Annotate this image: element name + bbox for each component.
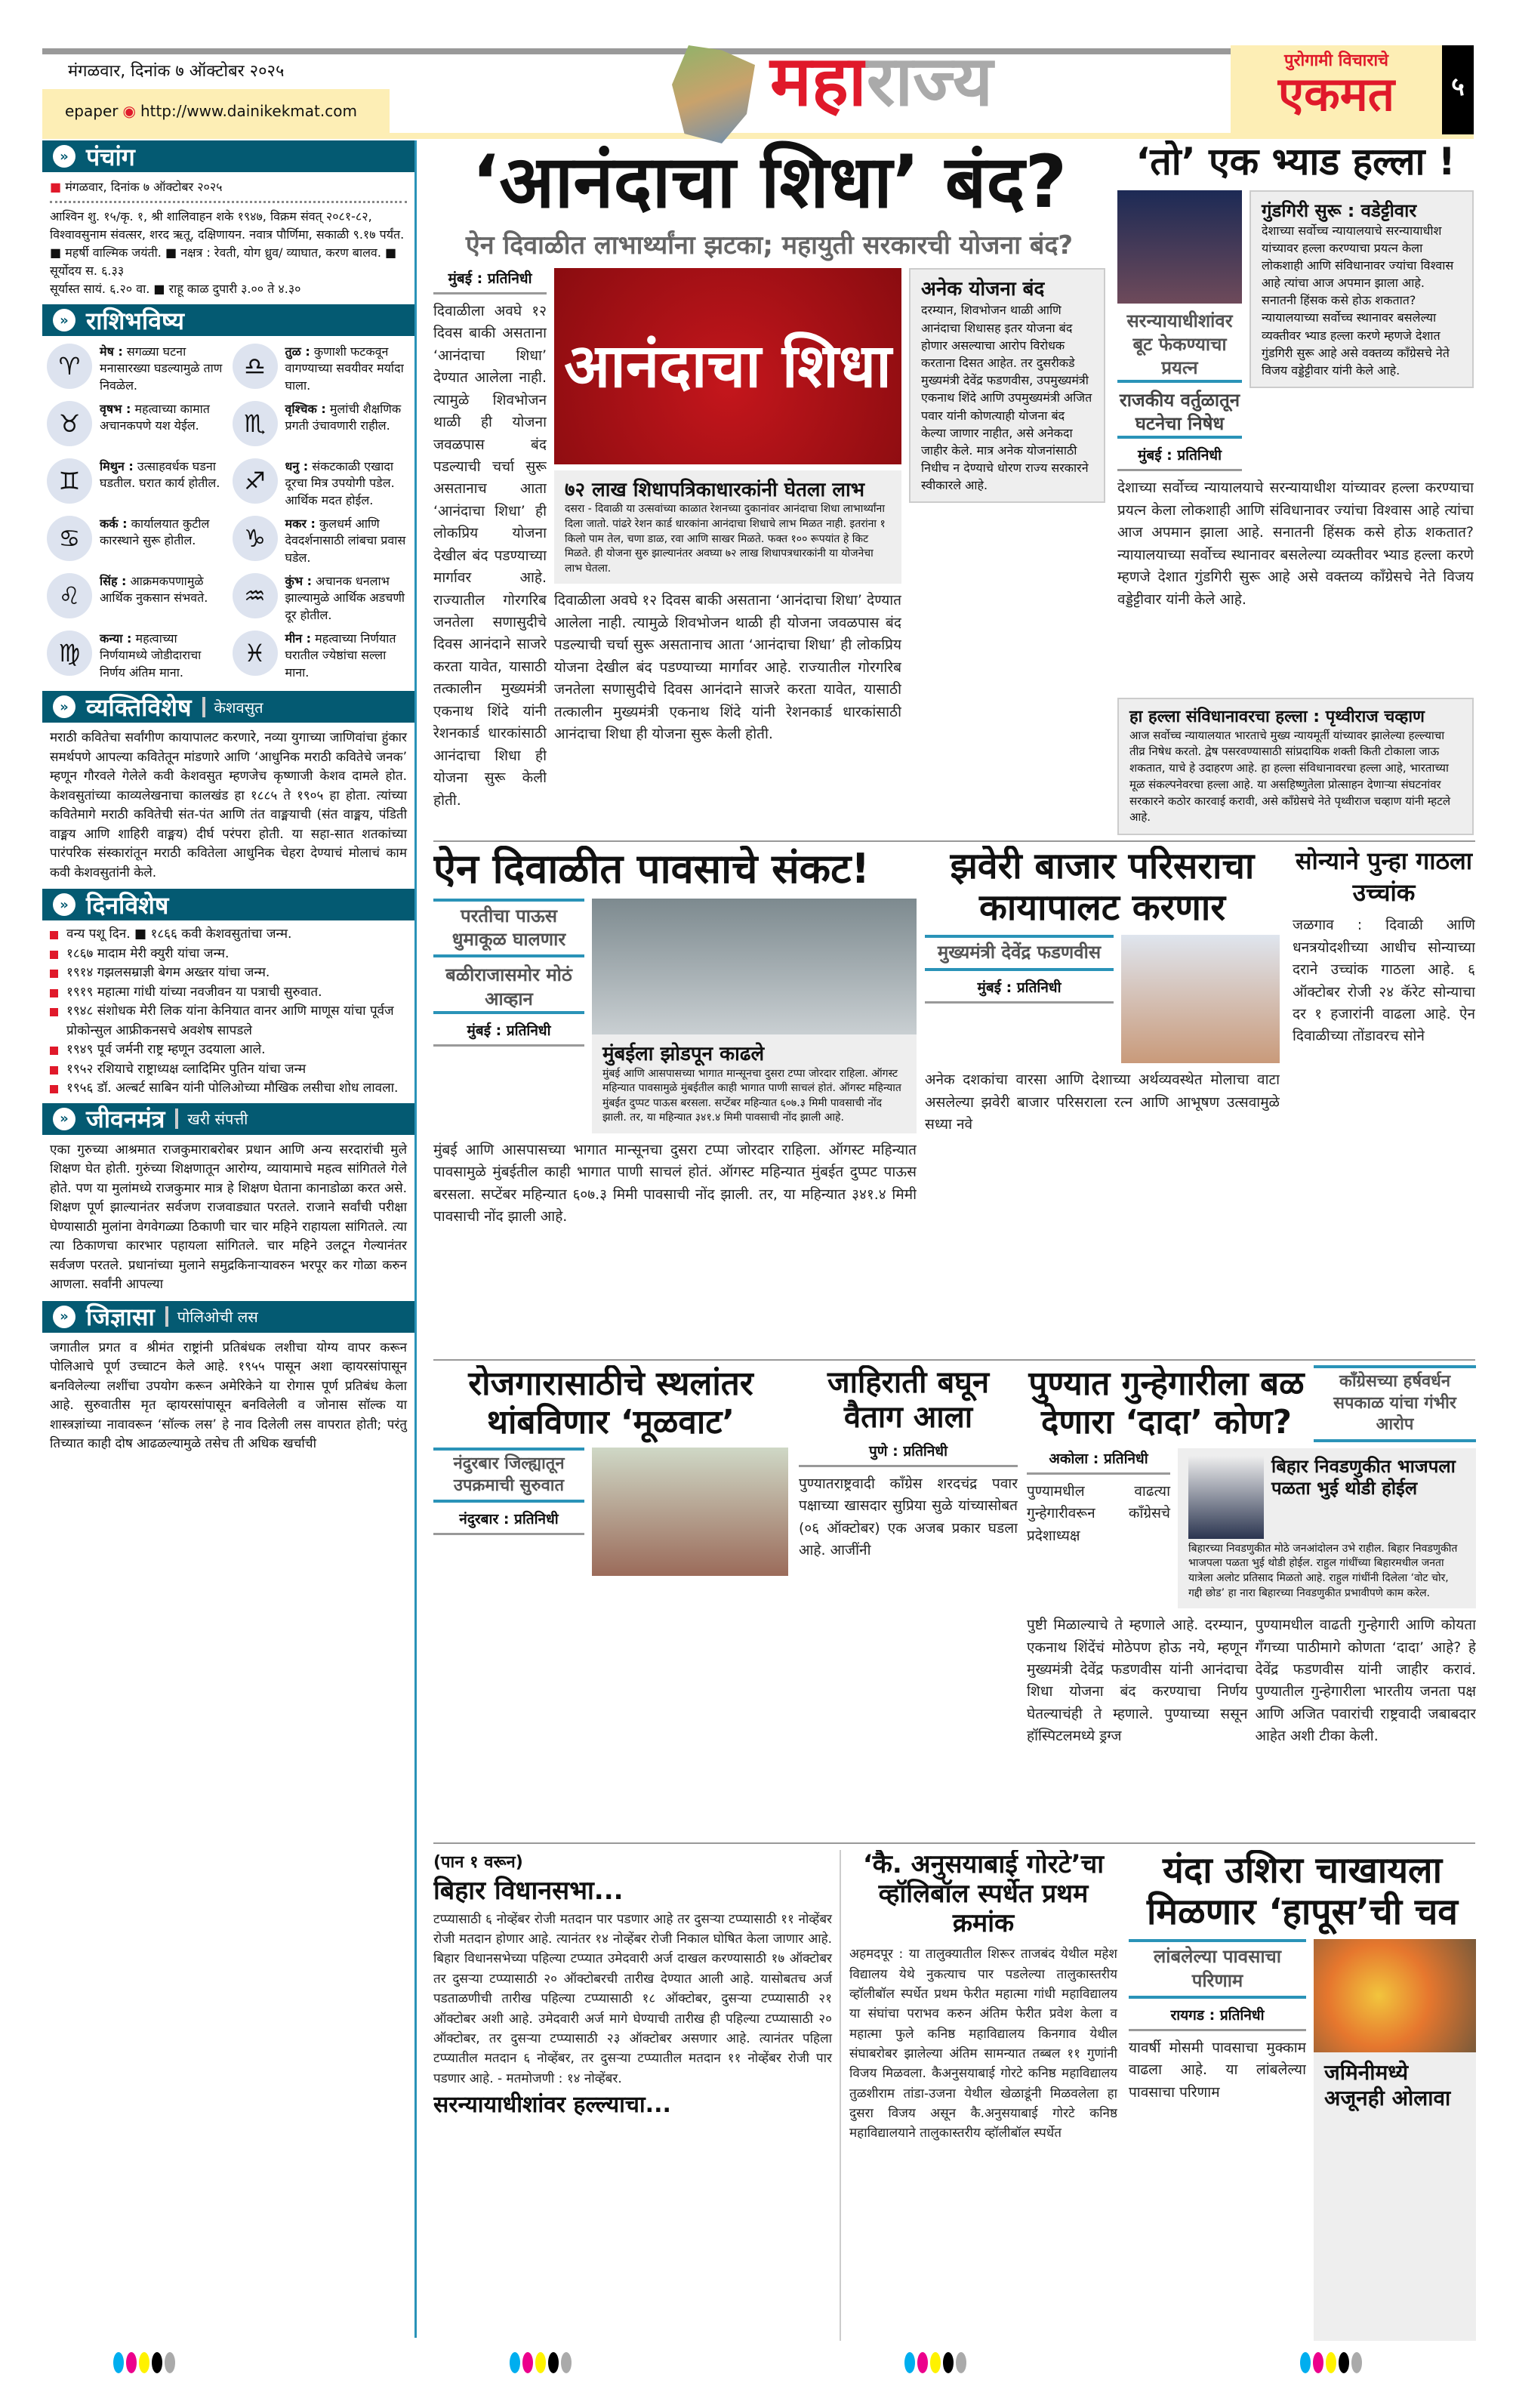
rashi-text: कुलधर्म आणि देवदर्शनासाठी लांबचा प्रवास घडेल. xyxy=(285,516,406,565)
rashi-name: कर्क : xyxy=(100,516,128,531)
attack-story xyxy=(1117,140,1474,835)
rain-caption-box xyxy=(592,1034,917,1133)
rashi-text: उत्साहवर्धक घडना घडतील. घरात कार्य होतील. xyxy=(100,459,220,491)
section-title: जिज्ञासा xyxy=(86,1303,155,1331)
jeevan-text: एका गुरुच्या आश्रमात राजकुमाराबरोबर प्रधान आणि अन्य सरदारांची मुले शिक्षण घेत होती. गुरुंच्या शिक्षणातून आरोग्य, व्यायामाचे महत्व सांगितले गेले होते. पण या मुलांमध्ये राजकुमार मात्र हे शिक्षण घेताना कानाडोळा करत असे. शिक्षण पूर्ण झाल्यानंतर सर्वजण राजवाड्यात परतले. राजाने सर्वांची परीक्षा घेण्यासाठी मुलांना वेगवेगळ्या ठिकाणी चार चार महिने राहायला सांगितले. त्या त्या ठिकाणचा कारभार पहायला सांगितले. चार महिने उलटून गेल्यानंतर सर्वजण परतले. प्रधानांच्या मुलाने समुद्रकिनाऱ्यावरुन भरपूर कर गोळा करुन आणला. सर्वांनी आपल्या xyxy=(50,1142,407,1292)
chevron-down-icon: » xyxy=(53,1306,75,1328)
pune-sub: कॉंग्रेसच्या हर्षवर्धन सपकाळ यांचा गंभीर आरोप xyxy=(1314,1365,1476,1442)
pune-byline: अकोला : प्रतिनिधी xyxy=(1027,1448,1170,1475)
side-head: अनेक योजना बंद xyxy=(921,277,1045,301)
color-registration-marks xyxy=(1300,2352,1364,2376)
dinvishesh-item: १९१९ महात्मा गांधी यांच्या नवजीवन या पत्राची सुरुवात. xyxy=(47,983,410,1003)
row-divider xyxy=(433,840,1475,842)
continued-label: (पान १ वरून) xyxy=(433,1853,523,1872)
masthead-date: मंगळवार, दिनांक ७ ऑक्टोबर २०२५ xyxy=(68,62,285,81)
chevron-down-icon: » xyxy=(53,309,75,331)
rain-row xyxy=(433,899,917,1133)
panchang-header xyxy=(42,140,414,172)
panchang-date: ■ मंगळवार, दिनांक ७ ऑक्टोबर २०२५ xyxy=(50,178,407,203)
caption-text: दसरा - दिवाळी या उत्सवांच्या काळात रेशनच्या दुकानांवर आनंदाचा शिधा लाभार्थ्यांना दिला जातो. पांढरे रेशन कार्ड धारकांना आनंदाचा शिधाचे लाभ मिळत नाही. इतरांना १ किलो पाम तेल, चणा डाळ, रवा आणि साखर मिळते. फक्त १०० रूपयांत हे किट मिळते. ही योजना सुरु झाल्यानंतर अवघ्या ७२ लाख शिधापत्रधारकांनी या योजनेचा लाभ घेतला. xyxy=(565,503,886,575)
section-subtitle: केशवसुत xyxy=(202,697,263,717)
migration-sub: नंदुरबार जिल्ह्यातून उपक्रमाची सुरुवात xyxy=(433,1448,584,1503)
bihar-head: बिहार निवडणुकीत भाजपला पळता भुई थोडी होईल xyxy=(1271,1455,1456,1499)
rain-sub2: बळीराजासमोर मोठं आव्हान xyxy=(433,964,584,1013)
javeri-byline: मुंबई : प्रतिनिधी xyxy=(925,977,1114,1004)
page-number: ५ xyxy=(1442,45,1474,134)
rashi-name: मेष : xyxy=(100,344,123,359)
rashi-text: संकटकाळी एखादा दूरचा मित्र उपयोगी पडेल. आर्थिक मदत होईल. xyxy=(285,459,395,507)
migration-byline: नंदुरबार : प्रतिनिधी xyxy=(433,1509,584,1535)
caption-head: ७२ लाख शिधापत्रिकाधारकांनी घेतला लाभ xyxy=(565,478,864,501)
mango-story xyxy=(1129,1850,1476,2341)
bihar-text: बिहारच्या निवडणुकीत मोठे जनआंदोलन उभे राहील. बिहार निवडणुकीत भाजपला पळता भुई थोडी होईल. राहुल गांधींच्या बिहारमधील जनता यात्रेला अलोट प्रतिसाद मिळतो आहे. राहुल गांधींनी दिलेला ‘वोट चोर, गद्दी छोड’ हा नारा बिहारच्या निवडणुकीत प्रभावीपणे काम करेल. xyxy=(1188,1542,1458,1599)
epaper-band xyxy=(42,89,390,133)
color-registration-marks xyxy=(904,2352,969,2376)
rain-body-text: मुंबई आणि आसपासच्या भागात मान्सूनचा दुसरा टप्पा जोरदार राहिला. ऑगस्ट महिन्यात पावसामुळे मुंबईतील काही भागात पाणी साचलं होतं. ऑगस्ट महिन्यात मुंबईत दुप्पट पाऊस बरसला. सप्टेंबर महिन्यात ६०७.३ मिमी पावसाची नोंद झाली. तर, या महिन्यात ३४१.४ मिमी पावसाची नोंद झाली आहे. xyxy=(433,1141,917,1226)
virgo-icon: ♍ xyxy=(47,631,92,676)
continued-head: बिहार विधानसभा... xyxy=(433,1876,624,1906)
rashi-name: मकर : xyxy=(285,516,316,531)
rashi-item xyxy=(47,458,225,511)
javeri-story xyxy=(925,846,1280,1353)
color-registration-marks xyxy=(113,2352,177,2376)
migration-row xyxy=(433,1448,788,1576)
dinvishesh-item: १९४८ संशोधक मेरी लिक यांना केनियात वानर आणि माणूस यांचा पूर्वज प्रोकोन्सुल आफ्रीकनसचे अवशेष सापडले xyxy=(47,1002,410,1041)
mango-left-col xyxy=(1129,1939,1306,2341)
pune-body-3: पुण्यामधील वाढती गुन्हेगारी आणि कोयता गॅंगच्या पाठीमागे कोणता ‘दादा’ आहे? हे देवेंद्र फडणवीस यांनी जाहीर करावं. पुण्यातील गुन्हेगारीला भारतीय जनता पक्ष आणि अजित पवारांची राष्ट्रवादी जबाबदार आहेत अशी टीका केली. xyxy=(1255,1617,1476,1745)
attack-left-col xyxy=(1117,190,1242,472)
scorpio-icon: ♏ xyxy=(233,401,278,446)
dinvishesh-item: १९१४ गझलसम्राज्ञी बेगम अख्तर यांचा जन्म. xyxy=(47,964,410,983)
javeri-row xyxy=(925,935,1280,1063)
capricorn-icon: ♑ xyxy=(233,516,278,561)
paper-tagline: पुरोगामी विचाराचे xyxy=(1283,51,1389,70)
dinvishesh-item: १८६७ मादाम मेरी क्युरी यांचा जन्म. xyxy=(47,945,410,964)
chavan-box xyxy=(1117,698,1474,835)
section-logo xyxy=(770,41,994,122)
rashi-name: मिथुन : xyxy=(100,459,134,473)
caption-text: मुंबई आणि आसपासच्या भागात मान्सूनचा दुसरा टप्पा जोरदार राहिला. ऑगस्ट महिन्यात पावसामुळे मुंबईतील काही भागात पाणी साचलं होतं. ऑगस्ट महिन्यात मुंबईत दुप्पट पाऊस बरसला. सप्टेंबर महिन्यात ६०७.३ मिमी पावसाची नोंद झाली. तर, या महिन्यात ३४१.४ मिमी पावसाची नोंद झाली आहे. xyxy=(602,1067,901,1124)
aquarius-icon: ♒ xyxy=(233,573,278,618)
panchang-body xyxy=(42,172,414,304)
migration-headline: रोजगारासाठीचे स्थलांतर थांबविणार ‘मूळवाट’ xyxy=(468,1365,753,1441)
vyakti-text: मराठी कवितेचा सर्वांगीण कायापालट करणारे, नव्या युगाच्या जाणिवांचा हुंकार समर्थपणे आपल्या कवितेतून मांडणारे आणि ‘आधुनिक मराठी कवितेचे जनक’ म्हणून गौरवले गेलेले कवी केशवसुत म्हणजेच कृष्णाजी केशव दामले होत. केशवसुतांच्या काव्यलेखनाचा कालखंड हा १८८५ ते १९०५ हा होता. त्यांच्या कवितेमागे मराठी कवितेची संत-पंत आणि तंत वाङ्मयाची (संत वाङ्मय, पंडिती वाङ्मय आणि शाहिरी वाङ्मय) दीर्घ परंपरा होती. या सहा-सात शतकांच्या पारंपरिक संस्कारांतून मराठी कवितेला आधुनिक चेहरा देण्याचं मोलाचं काम कवी केशवसुतांनी केले. xyxy=(50,730,407,880)
rashi-name: तुळ : xyxy=(285,344,310,359)
migration-left-col xyxy=(433,1448,584,1535)
color-registration-marks xyxy=(510,2352,574,2376)
rashi-item xyxy=(233,458,411,511)
section-title: राशिभविष्य xyxy=(86,306,184,335)
globe-icon: ◉ xyxy=(122,102,136,120)
rashi-grid xyxy=(42,336,414,691)
caption-head: मुंबईला झोडपून काढले xyxy=(602,1043,765,1066)
rain-left-col xyxy=(433,899,584,1047)
logo-red: महा xyxy=(770,41,867,122)
taurus-icon: ♉ xyxy=(47,401,92,446)
section-subtitle: खरी संपत्ती xyxy=(175,1108,248,1129)
mango-headline: यंदा उशिरा चाखायला मिळणार ‘हापूस’ची चव xyxy=(1147,1850,1458,1934)
dinvishesh-header xyxy=(42,889,414,920)
mango-body: यावर्षी मोसमी पावसाचा मुक्काम वाढला आहे. या लांबलेल्या पावसाचा परिणाम xyxy=(1129,2039,1306,2101)
cji-photo xyxy=(1117,190,1242,304)
rashi-name: धनु : xyxy=(285,459,309,473)
dinvishesh-item: वन्य पशू दिन. ■ १८६६ कवी केशवसुतांचा जन्म. xyxy=(47,925,410,945)
lead-right-col xyxy=(909,268,1105,835)
rashi-text: अचानक धनलाभ झाल्यामुळे आर्थिक अडचणी दूर होतील. xyxy=(285,574,405,622)
chevron-down-icon: » xyxy=(53,893,75,916)
gold-body: जळगाव : दिवाळी आणि धनत्रयोदशीच्या आधीच सोन्याच्या दराने उच्चांक गाठला आहे. ६ ऑक्टोबर रोजी २४ कॅरेट सोन्याचा दर १ हजारांनी वाढला आहे. ऐन दिवाळीच्या तोंडावरच सोने xyxy=(1293,917,1475,1045)
panchang-text: आश्विन शु. १५/कृ. १, श्री शालिवाहन शके १९४७, विक्रम संवत् २०८१-८२, विश्वावसुनाम संवत्सर, शरद ऋतू, दक्षिणायन. नवात्र पौर्णिमा, सकाळी ९.१७ पर्यंत. ■ महर्षी वाल्मिक जयंती. ■ नक्षत्र : रेवती, योग ध्रुव/ व्याघात, करण बालव. ■ सूर्योदय स. ६.३३ xyxy=(50,209,405,278)
pune-story xyxy=(1027,1365,1476,1837)
volleyball-text: अहमदपूर : या तालुक्यातील शिरूर ताजबंद येथील महेश विद्यालय येथे नुकत्याच पार पडलेल्या तालुकास्तरीय व्हॉलीबॉल स्पर्धेत प्रथम फेरीत महात्मा गांधी महाविद्यालय या संघांचा पराभव करुन अंतिम फेरीत प्रवेश केला व महात्मा फुले कनिष्ठ महाविद्यालय किनगाव येथील संघाबरोबर झालेल्या अंतिम सामन्यात तब्बल ११ गुणांनी विजय मिळवला. कैअनुसयाबाई गोरटे कनिष्ठ महाविद्यालय तुळशीराम तांडा-उजना येथील खेळाडूंनी मिळवलेला हा दुसरा विजय असून कै.अनुसयाबाई गोरटे कनिष्ठ महाविद्यालयाने तालुकास्तरीय व्हॉलीबॉल स्पर्धेत xyxy=(849,1947,1117,2141)
rain-headline: ऐन दिवाळीत पावसाचे संकट! xyxy=(433,846,870,893)
ads-story xyxy=(799,1365,1018,1837)
section-title: जीवनमंत्र xyxy=(86,1105,165,1133)
lead-subhead: ऐन दिवाळीत लाभार्थ्यांना झटका; महायुती सरकारची योजना बंद? xyxy=(465,230,1074,261)
lead-center-col xyxy=(554,268,901,835)
rashi-item xyxy=(47,573,225,626)
rashi-item xyxy=(233,631,411,683)
section-subtitle: पोलिओची लस xyxy=(165,1306,258,1327)
chavan-head: हा हल्ला संविधानावरचा हल्ला : पृथ्वीराज चव्हाण xyxy=(1129,708,1425,726)
rain-sub1: परतीचा पाऊस धुमाकूळ घालणार xyxy=(433,899,584,957)
rashi-text: कुणाशी फटकवून वागण्याच्या सवयीवर मर्यादा घाला. xyxy=(285,344,404,393)
attack-byline: मुंबई : प्रतिनिधी xyxy=(1117,445,1242,471)
mango-sub: लांबलेल्या पावसाचा परिणाम xyxy=(1129,1939,1306,1998)
dinvishesh-item: १९५६ डॉ. अल्बर्ट साबिन यांनी पोलिओच्या मौखिक लसीचा शोध लावला. xyxy=(47,1079,410,1099)
jidnyasa-text: जगातील प्रगत व श्रीमंत राष्ट्रांनी प्रतिबंधक लशीचा योग्य वापर करून पोलिआचे पूर्ण उच्चाटन केले आहे. १९५५ पासून अशा व्हायरसांपासून बनविलेल्या लशींचा उपयोग करून अमेरिकेने या रोगास पूर्ण प्रतिबंध केला आहे. सुरुवातीस मृत व्हायरसांपासून बनविलेली व जोनास सॉल्क या शास्त्रज्ञांच्या नावावरून ‘सॉल्क लस’ हे नाव दिलेली लस वापरात होती; परंतु तिच्यात काही दोष आढळल्यामुळे तसेच ती अधिक खर्चाची xyxy=(50,1340,407,1451)
rashi-name: कन्या : xyxy=(100,631,132,646)
bihar-box xyxy=(1178,1448,1476,1608)
rain-photo-col xyxy=(592,899,917,1133)
chevron-down-icon: » xyxy=(53,145,75,168)
lead-body-continued: दिवाळीला अवघे १२ दिवस बाकी असताना ‘आनंदाचा शिधा’ देण्यात आलेला नाही. त्यामुळे शिवभोजन थाळी ही योजना जवळपास बंद पडल्याची चर्चा सुरू असतानाच आता ‘आनंदाचा शिधा’ ही लोकप्रिय योजना देखील बंद पडण्याच्या मार्गावर आहे. राज्यातील गोरगरिब जनतेला सणासुदीचे दिवस आनंदाने साजरे करता यावेत, यासाठी तत्कालीन मुख्यमंत्री एकनाथ शिंदे यांनी रेशनकार्ड धारकांसाठी आनंदाचा शिधा ही योजना सुरू केली होती. xyxy=(554,592,901,742)
continued-text: टप्प्यासाठी ६ नोव्हेंबर रोजी मतदान पार पडणार आहे तर दुसऱ्या टप्प्यासाठी ११ नोव्हेंबर रोजी मतदान होणार आहे. त्यानंतर १४ नोव्हेंबर रोजी निकाल घोषित केला जाणार आहे. बिहार विधानसभेच्या पहिल्या टप्प्यात उमेदवारी अर्ज दाखल करण्यासाठी १७ ऑक्टोबर तर दुसऱ्या टप्प्यासाठी २० ऑक्टोबरची तारीख देण्यात आली आहे. यासोबतच अर्ज पडताळणीची तारीख पहिल्या टप्प्यासाठी १८ ऑक्टोबर, दुसऱ्या टप्प्यासाठी २१ ऑक्टोबर अशी आहे. उमेदवारी अर्ज मागे घेण्याची तारीख ही पहिल्या टप्प्यासाठी २० ऑक्टोबर, तर दुसऱ्या टप्प्यासाठी २३ ऑक्टोबर असणार आहे. त्यानंतर पहिला टप्प्यातील मतदान ६ नोव्हेंबर, तर दुसऱ्या टप्प्यातील मतदान ११ नोव्हेंबर रोजी पार पडणार आहे. - मतमोजणी : १४ नोव्हेंबर. xyxy=(433,1911,832,2086)
dinvishesh-item: १९४९ पूर्व जर्मनी राष्ट्र म्हणून उदयाला आले. xyxy=(47,1041,410,1060)
ads-body: पुण्यातराष्ट्रवादी कॉंग्रेस शरदचंद्र पवार पक्षाच्या खासदार सुप्रिया सुळे यांच्यासोबत (०६ ऑक्टोबर) एक अजब प्रकार घडला आहे. आजींनी xyxy=(799,1475,1018,1559)
javeri-sub: मुख्यमंत्री देवेंद्र फडणवीस xyxy=(925,935,1114,970)
rashi-item xyxy=(233,516,411,569)
fadnavis-photo xyxy=(1121,935,1280,1063)
continued-box xyxy=(433,1850,841,2341)
leo-icon: ♌ xyxy=(47,573,92,618)
mango-box-head: जमिनीमध्ये अजूनही ओलावा xyxy=(1324,2060,1451,2110)
rain-story xyxy=(433,846,917,1353)
lead-byline: मुंबई : प्रतिनिधी xyxy=(433,268,547,294)
box-text: देशाच्या सर्वोच्च न्यायालयाचे सरन्यायाधीश यांच्यावर हल्ला करण्याचा प्रयत्न केला लोकशाही आणि संविधानावर ज्यांचा विश्वास आहे त्यांचा आज अपमान झाला आहे. सनातनी हिंसक कसे होऊ शकतात? न्यायालयाच्या सर्वोच्च स्थानावर बसलेल्या व्यक्तीवर भ्याड हल्ला करणे म्हणजे देशात गुंडगिरी सुरू आहे असे वक्तव्य कॉंग्रेसचे नेते विजय वड्डेट्टीवार यांनी केले आहे. xyxy=(1262,223,1454,378)
pune-body-2: पुष्टी मिळाल्याचे ते म्हणाले आहे. दरम्यान, एकनाथ शिंदेंचं मोठेपण होऊ नये, म्हणून मुख्यमंत्री देवेंद्र फडणवीस यांनी आनंदाचा शिधा योजना बंद करण्याचा निर्णय घेतल्याचंही ते म्हणाले. पुण्याच्या ससून हॉस्पिटलमध्ये ड्रग्ज xyxy=(1027,1617,1248,1745)
pune-left-col xyxy=(1027,1448,1170,1547)
dinvishesh-list xyxy=(42,920,414,1103)
jidnyasa-header xyxy=(42,1301,414,1333)
rashi-name: वृश्चिक : xyxy=(285,402,326,416)
pune-head-row xyxy=(1027,1365,1476,1442)
gold-headline: सोन्याने पुन्हा गाठला उच्चांक xyxy=(1295,846,1473,907)
rashi-name: सिंह : xyxy=(100,574,127,588)
rashi-text: कार्यालयात कुटील कारस्थाने सुरू होतील. xyxy=(100,516,210,548)
mango-photo xyxy=(1314,1939,1476,2052)
section-title: व्यक्तिविशेष xyxy=(86,692,192,722)
gemini-icon: ♊ xyxy=(47,458,92,504)
rashi-text: मुलांची शैक्षणिक प्रगती उंचावणारी राहील. xyxy=(285,402,402,433)
lead-body: दिवाळीला अवघे १२ दिवस बाकी असताना ‘आनंदाचा शिधा’ देण्यात आलेला नाही. त्यामुळे शिवभोजन थाळी ही योजना जवळपास बंद पडल्याची चर्चा सुरू असतानाच आता ‘आनंदाचा शिधा’ ही लोकप्रिय योजना देखील बंद पडण्याच्या मार्गावर आहे. राज्यातील गोरगरिब जनतेला सणासुदीचे दिवस आनंदाने साजरे करता यावेत, यासाठी तत्कालीन मुख्यमंत्री एकनाथ शिंदे यांनी रेशनकार्ड धारकांसाठी आनंदाचा शिधा ही योजना सुरू केली होती. xyxy=(433,302,547,809)
aries-icon: ♈ xyxy=(47,344,92,389)
attack-body-text: देशाच्या सर्वोच्च न्यायालयाचे सरन्यायाधीश यांच्यावर हल्ला करण्याचा प्रयत्न केला लोकशाही आणि संविधानावर ज्यांचा विश्वास आहे त्यांचा आज अपमान झाला आहे. सनातनी हिंसक कसे होऊ शकतात? न्यायालयाच्या सर्वोच्च स्थानावर बसलेल्या व्यक्तीवर भ्याड हल्ला करणे म्हणजे देशात गुंडगिरी सुरू आहे असे वक्तव्य कॉंग्रेसचे नेते विजय वड्डेट्टीवार यांनी केले आहे. xyxy=(1117,479,1474,608)
javeri-left-col xyxy=(925,935,1114,1003)
rashi-text: सगळ्या घटना मनासारख्या घडल्यामुळे ताण निवळेल. xyxy=(100,344,223,393)
migrant-workers-photo xyxy=(592,1448,788,1576)
migration-story xyxy=(433,1365,788,1837)
lead-caption-box xyxy=(554,470,901,584)
maharashtra-map-logo xyxy=(672,45,755,143)
anandacha-shidha-image: आनंदाचा शिधा xyxy=(554,268,901,464)
rashi-name: मीन : xyxy=(285,631,312,646)
panchang-sunset: सूर्यास्त सायं. ६.२० वा. ■ राहू काळ दुपारी ३.०० ते ४.३० xyxy=(50,282,301,296)
lead-story xyxy=(433,140,1105,835)
mango-right-col xyxy=(1314,1939,1476,2341)
side-text: दरम्यान, शिवभोजन थाळी आणि आनंदाचा शिधासह इतर योजना बंद होणार असल्याचा आरोप विरोधक करताना दिसत आहेत. तर दुसरीकडे मुख्यमंत्री देवेंद्र फडणवीस, उपमुख्यमंत्री एकनाथ शिंदे आणि उपमुख्यमंत्री अजित पवार यांनी कोणत्याही योजना बंद केल्या जाणार नाहीत, असे अनेकदा जाहीर केले. मात्र अनेक योजनांसाठी निधीच न देण्याचे धोरण राज्य सरकारने स्वीकारले आहे. xyxy=(921,303,1092,493)
chevron-down-icon: » xyxy=(53,695,75,718)
lead-left-col xyxy=(433,268,547,835)
rashi-text: महत्वाच्या निर्णयामध्ये जोडीदाराचा निर्णय अंतिम माना. xyxy=(100,631,202,680)
sagittarius-icon: ♐ xyxy=(233,458,278,504)
paper-name: एकमत xyxy=(1277,66,1395,122)
rain-byline: मुंबई : प्रतिनिधी xyxy=(433,1020,584,1047)
rashi-item xyxy=(47,631,225,683)
row-divider xyxy=(433,1842,1475,1844)
rashi-name: वृषभ : xyxy=(100,402,131,416)
rashi-text: महत्वाच्या निर्णयात घरातील ज्येष्ठांचा सल्ला माना. xyxy=(285,631,396,680)
gundgiri-box xyxy=(1249,190,1474,389)
rashi-item xyxy=(233,344,411,396)
jeevan-header xyxy=(42,1103,414,1135)
left-column xyxy=(42,140,417,2338)
logo-gray: राज्य xyxy=(866,41,994,122)
attack-sub2: राजकीय वर्तुळातून घटनेचा निषेध xyxy=(1117,389,1242,439)
continued-head-2: सरन्यायाधीशांवर हल्ल्याचा... xyxy=(433,2091,671,2118)
javeri-headline: झवेरी बाजार परिसराचा कायापालट करणार xyxy=(950,846,1255,930)
epaper-label: epaper xyxy=(65,102,119,120)
gold-story xyxy=(1293,846,1475,1353)
rashi-name: कुंभ : xyxy=(285,574,313,588)
mango-row xyxy=(1129,1939,1476,2341)
mango-side-box xyxy=(1314,2052,1476,2341)
lead-headline: ‘आनंदाचा शिधा’ बंद? xyxy=(471,140,1068,224)
rashi-header xyxy=(42,304,414,336)
section-title: पंचांग xyxy=(86,142,135,171)
cancer-icon: ♋ xyxy=(47,516,92,561)
rashi-text: आक्रमकपणामुळे आर्थिक नुकसान संभवते. xyxy=(100,574,208,606)
javeri-body-text: अनेक दशकांचा वारसा आणि देशाच्या अर्थव्यवस्थेत मोलाचा वाटा असलेल्या झवेरी बाजार परिसराला रत्न आणि आभूषण उत्सवामुळे सध्या नवे xyxy=(925,1071,1280,1133)
pune-headline: पुण्यात गुन्हेगारीला बळ देणारा ‘दादा’ कोण? xyxy=(1028,1365,1305,1441)
ads-headline: जाहिराती बघून वैताग आला xyxy=(827,1365,990,1435)
libra-icon: ♎ xyxy=(233,344,278,389)
rashi-item xyxy=(47,344,225,396)
row-divider xyxy=(433,1359,1475,1361)
rashi-item xyxy=(47,516,225,569)
mango-byline: रायगड : प्रतिनिधी xyxy=(1129,2005,1306,2031)
vyakti-header xyxy=(42,691,414,723)
rashi-item xyxy=(233,401,411,454)
attack-top-row xyxy=(1117,190,1474,472)
pune-bottom-row xyxy=(1027,1614,1476,1837)
rashi-item xyxy=(233,573,411,626)
rashi-item xyxy=(47,401,225,454)
website-link[interactable]: http://www.dainikekmat.com xyxy=(140,102,357,120)
lead-content-row xyxy=(433,268,1105,835)
pune-body: पुण्यामधील वाढत्या गुन्हेगारीवरून कॉंग्रेसचे प्रदेशाध्यक्ष xyxy=(1027,1482,1170,1544)
dinvishesh-item: १९५२ रशियाचे राष्ट्राध्यक्ष व्लादिमिर पुतिन यांचा जन्म xyxy=(47,1060,410,1080)
attack-sub1: सरन्यायाधीशांवर बूट फेकण्याचा प्रयत्न xyxy=(1117,310,1242,384)
box-head: गुंडगिरी सुरू : वडेट्टीवार xyxy=(1262,199,1417,221)
attack-headline: ‘तो’ एक भ्याड हल्ला ! xyxy=(1135,140,1456,183)
rashi-text: महत्वाच्या कामात अचानकपणे यश येईल. xyxy=(100,402,210,433)
pune-mid-row xyxy=(1027,1448,1476,1608)
pisces-icon: ♓ xyxy=(233,631,278,676)
panchang-date-text: मंगळवार, दिनांक ७ ऑक्टोबर २०२५ xyxy=(65,180,223,194)
chevron-down-icon: » xyxy=(53,1108,75,1130)
lead-side-box xyxy=(909,268,1105,504)
paper-brand xyxy=(1231,45,1442,134)
section-title: दिनविशेष xyxy=(86,890,169,920)
volleyball-story xyxy=(849,1850,1117,2341)
sapkal-photo xyxy=(1188,1456,1264,1539)
flooded-street-photo xyxy=(592,899,917,1034)
chavan-text: आज सर्वोच्च न्यायालयात भारताचे मुख्य न्यायमूर्ती यांच्यावर झालेल्या हल्ल्याचा तीव्र निषेध करतो. द्वेष पसरवण्यासाठी सांप्रदायिक शक्ती किती टोकाला जाऊ शकतात, याचे हे उदाहरण आहे. हा हल्ला संविधानावरचा हल्ला आहे, भारताच्या मूळ संकल्पनेवरचा हल्ला आहे. या असहिष्णुतेला प्रोत्साहन देणाऱ्या संघटनांवर सरकारने कठोर कारवाई करावी, असे कॉंग्रेसचे नेते पृथ्वीराज चव्हाण यांनी म्हटले आहे. xyxy=(1129,728,1451,825)
ads-byline: पुणे : प्रतिनिधी xyxy=(799,1441,1018,1467)
volleyball-headline: ‘कै. अनुसयाबाई गोरटे’चा व्हॉलिबॉल स्पर्धेत प्रथम क्रमांक xyxy=(862,1850,1105,1939)
